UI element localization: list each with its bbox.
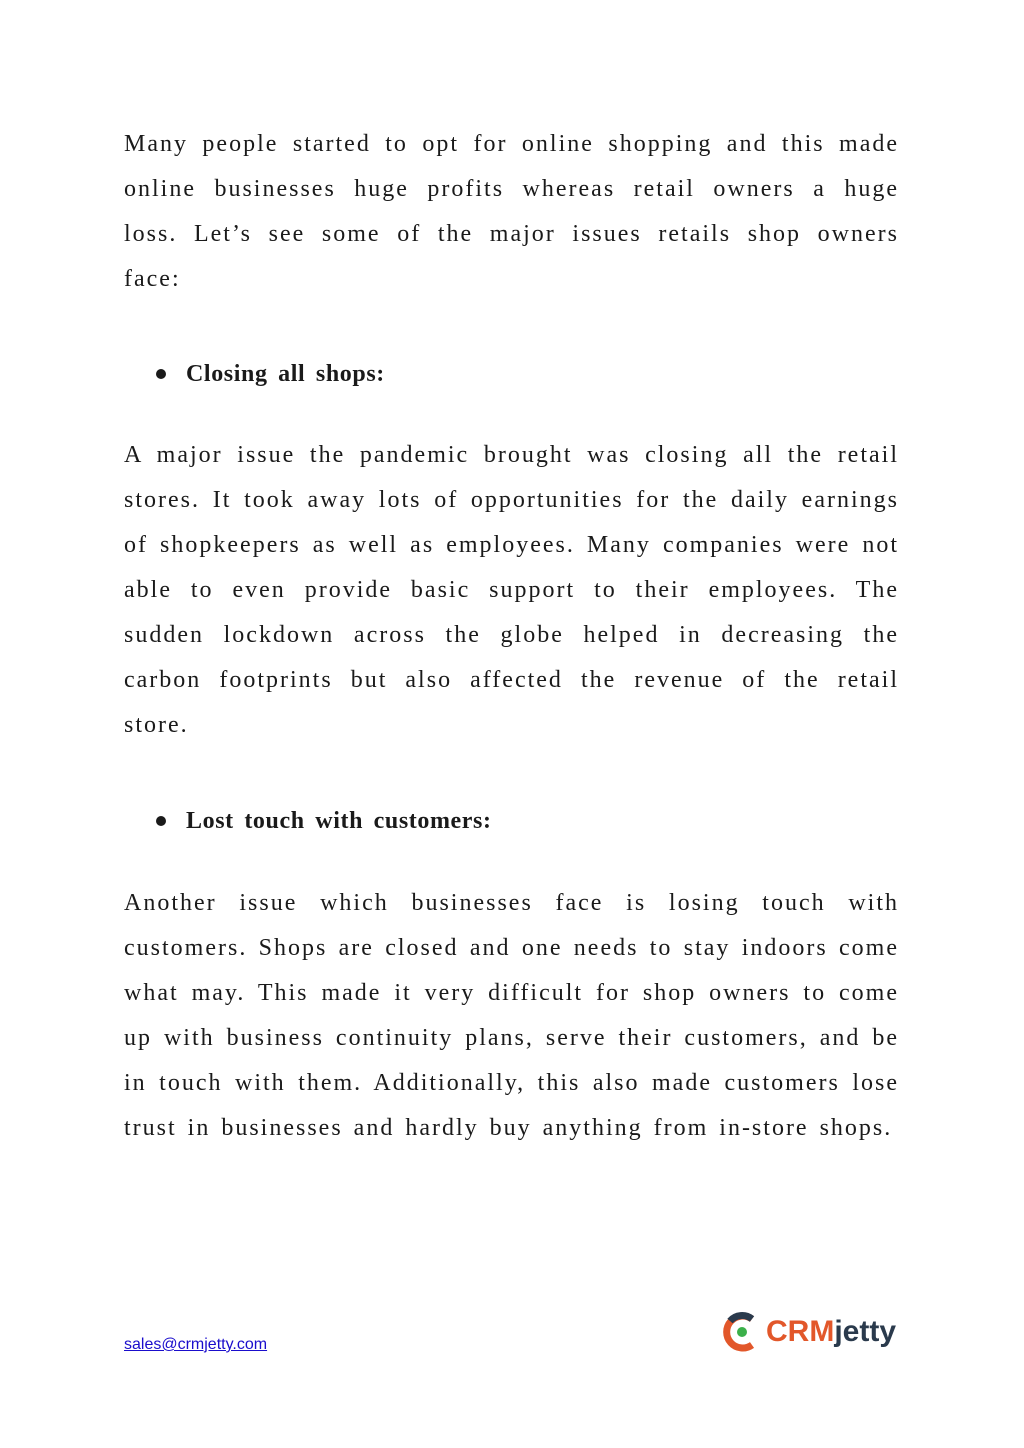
- company-logo: [722, 1308, 902, 1356]
- bullet-lost-touch: [156, 806, 492, 836]
- bullet-dot-icon: [156, 369, 166, 379]
- bullet-heading: Lost touch with customers:: [186, 808, 492, 834]
- crmjetty-logo-icon: [722, 1311, 758, 1353]
- bullet-dot-icon: [156, 816, 166, 826]
- intro-paragraph: Many people started to opt for online shopping and this made online businesses huge profits whereas retail owners a huge loss. Let’s see some of the major issues retails shop owners face:: [124, 131, 899, 292]
- closing-shops-paragraph: A major issue the pandemic brought was closing all the retail stores. It took away lots of opportunities for the daily earnings of shopkeepers as well as employees. Many companies were not able to even provide basic support to their employees. The sudden lockdown across the globe helped in decreasing the carbon footprints but also affected the revenue of the retail store.: [124, 442, 899, 738]
- bullet-closing-all-shops: [156, 359, 385, 389]
- logo-wordmark: [766, 1317, 896, 1347]
- logo-text-jetty: jetty: [834, 1315, 897, 1348]
- logo-text-crm: CRM: [766, 1315, 835, 1348]
- lost-touch-paragraph: Another issue which businesses face is losing touch with customers. Shops are closed and one needs to stay indoors come what may. This made it very difficult for shop owners to come up with business continuity plans, serve their customers, and be in touch with them. Additionally, this also made customers lose trust in businesses and hardly buy anything from in-store shops.: [124, 890, 899, 1141]
- bullet-heading: Closing all shops:: [186, 361, 385, 387]
- footer-email-link[interactable]: sales@crmjetty.com: [124, 1336, 268, 1353]
